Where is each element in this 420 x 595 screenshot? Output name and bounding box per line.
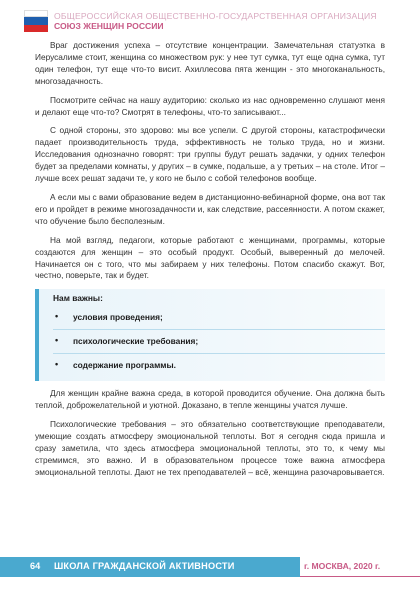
page-footer	[0, 557, 420, 577]
important-list	[53, 306, 385, 377]
footer-divider	[300, 576, 420, 577]
page-number: 64	[30, 561, 41, 571]
list-item	[53, 330, 385, 354]
list-item	[53, 354, 385, 377]
list-item-text: содержание программы.	[73, 360, 176, 371]
footer-title: ШКОЛА ГРАЖДАНСКОЙ АКТИВНОСТИ	[54, 561, 235, 571]
bullet-icon: •	[55, 359, 59, 370]
paragraph: Посмотрите сейчас на нашу аудиторию: сколько из нас одновременно слушают меня и делают еще что-то? Смотрят в телефоны, что-то записывают...	[35, 94, 385, 117]
important-box	[35, 289, 385, 381]
organization-name	[54, 11, 377, 31]
paragraph: На мой взгляд, педагоги, которые работают с женщинами, программы, которые создаются для женщин – это особый продукт. Особый, выверенный до мелочей. Начинается он с того, что мы забираем у них телефоны. Потом спасибо скажут. Вот, честно, поверьте, так и будет.	[35, 234, 385, 281]
flag-stripe-blue	[24, 17, 48, 24]
paragraph: С одной стороны, это здорово: мы все успели. С другой стороны, катастрофически падает производительность труда, эффективность не только труда, но и жизни. Исследования однозначно говорят: три группы будут решать задачки, у одних телефон будет за пределами комнаты, у других – в сумке, подальше, а у третьих – на столе. Итог – лучше всех решат задачи те, у кого не было с собой телефонов вообще.	[35, 125, 385, 184]
list-item-text: условия проведения;	[73, 312, 163, 323]
footer-city-year: г. МОСКВА, 2020 г.	[304, 561, 381, 571]
russian-flag-icon	[24, 10, 48, 32]
important-title: Нам важны:	[53, 293, 103, 304]
paragraph: Враг достижения успеха – отсутствие концентрации. Замечательная статуэтка в Иерусалиме стоит, женщина со множеством рук: у нее тут сумка, тут еще одна сумка, тут один телефон, тут еще что-то висит. Ахиллесова пята женщин - это многоканальность, многозадачность.	[35, 40, 385, 86]
paragraph: А если мы с вами образование ведем в дистанционно-вебинарной форме, она вот так его и пройдет в режиме многозадачности и, как следствие, рассеянности. А потом скажет, что обучение было бесполезным.	[35, 191, 385, 226]
paragraph: Для женщин крайне важна среда, в которой проводится обучение. Она должна быть теплой, доброжелательной и уютной. Доказано, в тепле женщины учатся лучше.	[35, 388, 385, 411]
paragraph: Психологические требования – это обязательно соответствующие преподаватели, умеющие создать атмосферу эмоциональной теплоты. Вот я сегодня сюда пришла и сразу заметила, что здесь атмосфера эмоциональной теплоты, это то, к чему мы стремимся, это важно. И в образовательном процессе тоже важна атмосфера эмоциональной теплоты. Дают не тех преподавателей – всё, женщина разочаровывается.	[35, 419, 385, 477]
page-header	[24, 8, 404, 36]
organization-title: СОЮЗ ЖЕНЩИН РОССИИ	[54, 21, 164, 31]
bullet-icon: •	[55, 335, 59, 346]
organization-type: ОБЩЕРОССИЙСКАЯ ОБЩЕСТВЕННО-ГОСУДАРСТВЕННАЯ ОРГАНИЗАЦИЯ	[54, 11, 377, 21]
flag-stripe-red	[24, 25, 48, 32]
flag-stripe-white	[24, 10, 48, 17]
bullet-icon: •	[55, 311, 59, 322]
list-item	[53, 306, 385, 330]
list-item-text: психологические требования;	[73, 336, 199, 347]
page-content	[35, 40, 385, 486]
